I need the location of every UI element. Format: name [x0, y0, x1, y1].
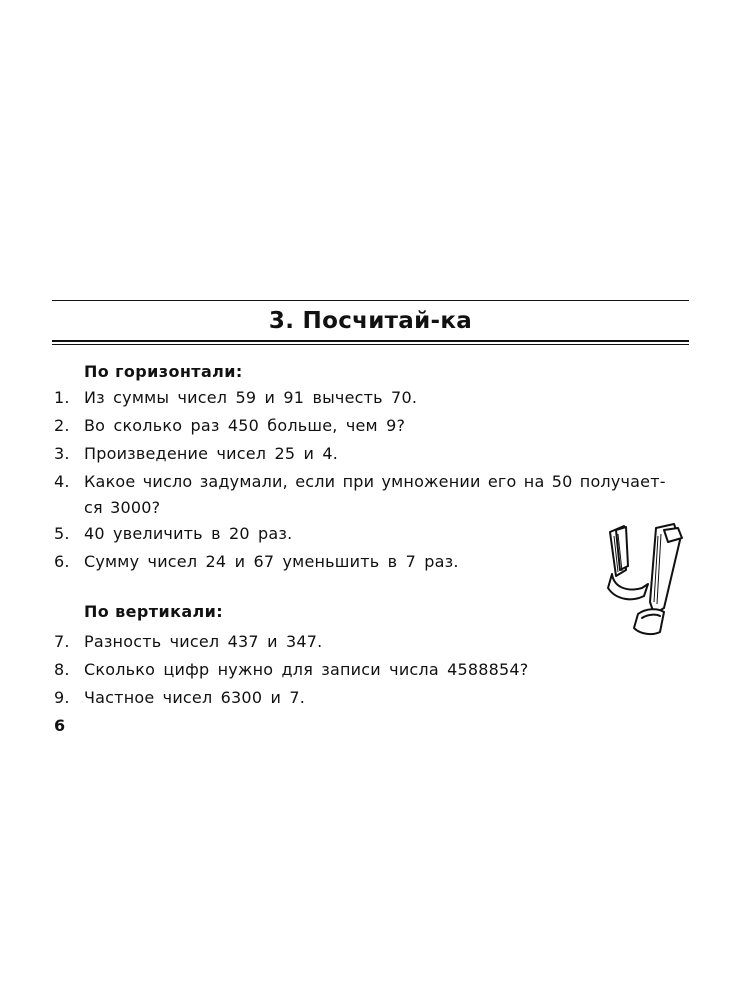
task-text: Частное чисел 6300 и 7. [84, 688, 306, 707]
task-number: 2. [54, 416, 70, 435]
task-item-4 [54, 469, 690, 521]
task-item-1 [54, 385, 694, 411]
task-number: 7. [54, 632, 70, 651]
task-number: 4. [54, 472, 70, 491]
task-text: Разность чисел 437 и 347. [84, 632, 323, 651]
task-number: 1. [54, 388, 70, 407]
task-number: 5. [54, 524, 70, 543]
task-text: 40 увеличить в 20 раз. [84, 524, 293, 543]
task-text: Во сколько раз 450 больше, чем 9? [84, 416, 406, 435]
task-number: 6. [54, 552, 70, 571]
task-text: Сколько цифр нужно для записи числа 4588854? [84, 660, 529, 679]
task-item-2 [54, 413, 694, 439]
task-item-9 [54, 685, 694, 711]
vertical-heading: По вертикали: [84, 602, 224, 621]
title-rule-bottom-thin [52, 344, 689, 345]
task-text: Произведение чисел 25 и 4. [84, 444, 339, 463]
task-item-3 [54, 441, 694, 467]
title-rule-top [52, 300, 689, 301]
title-rule-bottom [52, 340, 689, 342]
task-number: 9. [54, 688, 70, 707]
page-number: 6 [54, 716, 66, 735]
task-number: 3. [54, 444, 70, 463]
task-text: Какое число задумали, если при умножении его на 50 получает-ся 3000? [84, 472, 666, 517]
task-text: Из суммы чисел 59 и 91 вычесть 70. [84, 388, 418, 407]
page-title: 3. Посчитай-ка [268, 308, 473, 334]
letter-che-icon [598, 522, 690, 640]
task-item-8 [54, 657, 694, 683]
task-number: 8. [54, 660, 70, 679]
horizontal-heading: По горизонтали: [84, 362, 243, 381]
task-text: Сумму чисел 24 и 67 уменьшить в 7 раз. [84, 552, 459, 571]
